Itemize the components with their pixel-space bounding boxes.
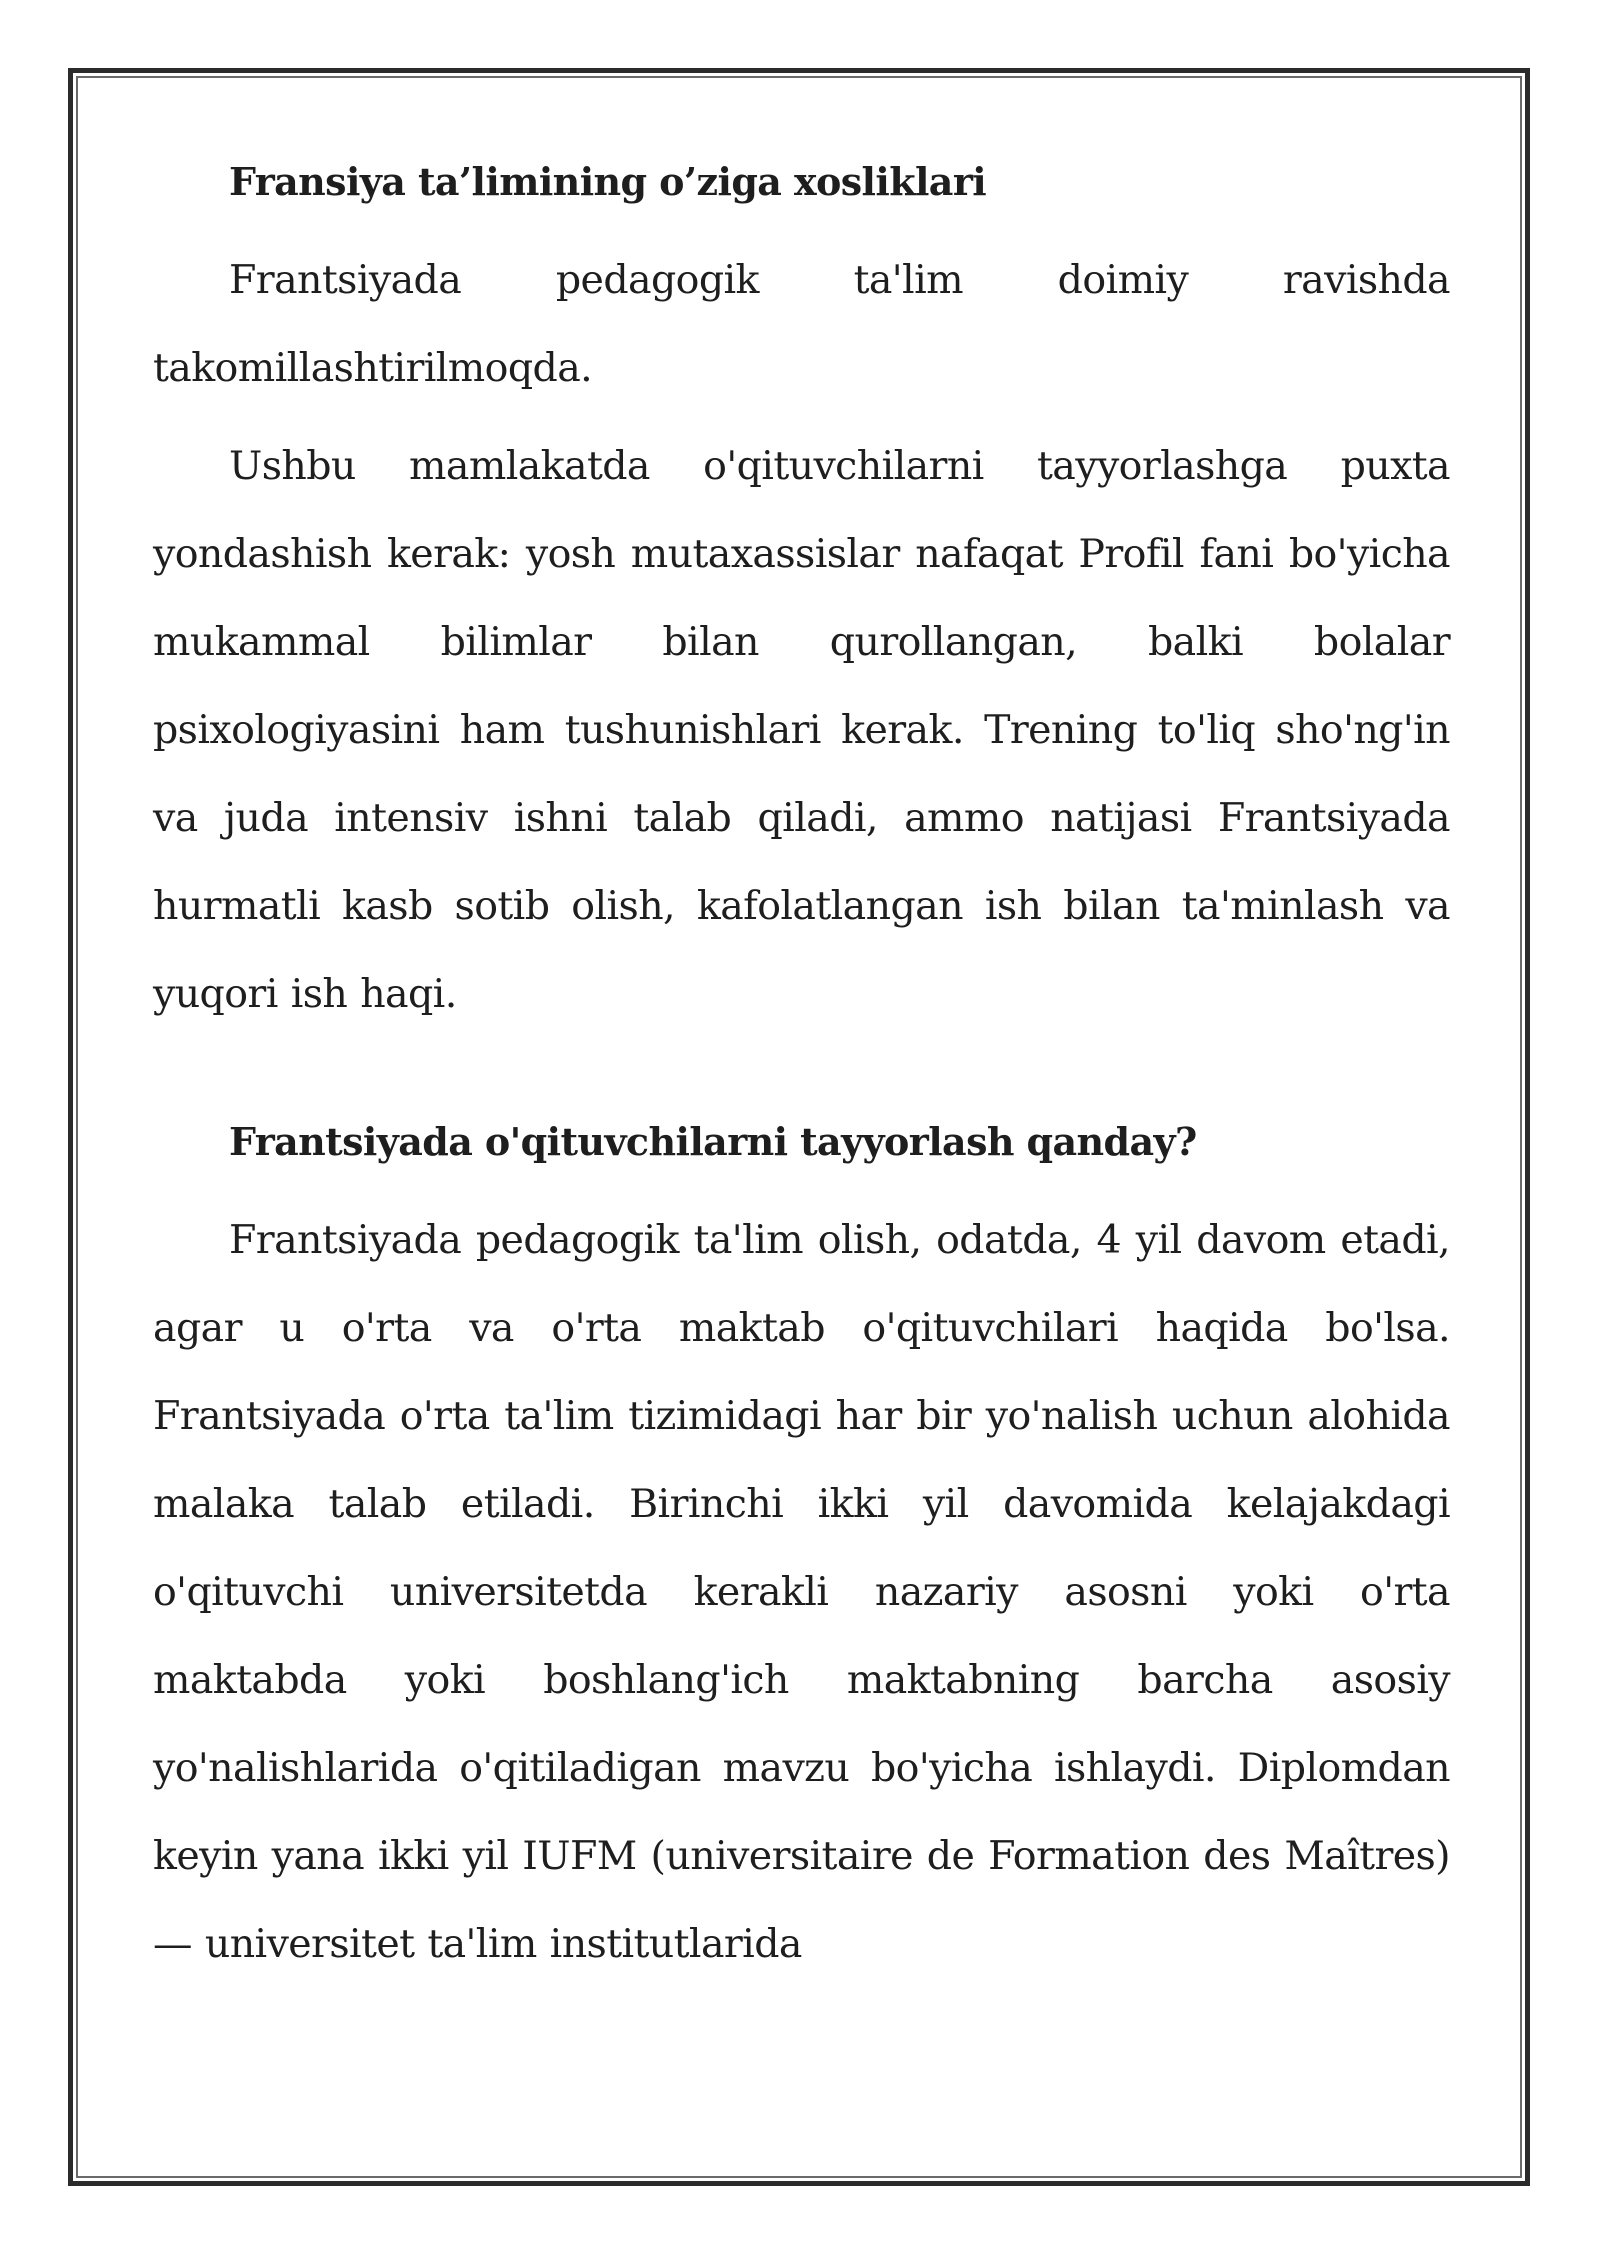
paragraph: Frantsiyada pedagogik ta'lim olish, odatda, 4 yil davom etadi, agar u o'rta va o'rta maktab o'qituvchilari haqida bo'lsa. Frantsiyada o'rta ta'lim tizimidagi har bir yo'nalish uchun alohida malaka talab etiladi. Birinchi ikki yil davomida kelajakdagi o'qituvchi universitetda kerakli nazariy asosni yoki o'rta maktabda yoki boshlang'ich maktabning barcha asosiy yo'nalishlarida o'qitiladigan mavzu bo'yicha ishlaydi. Diplomdan keyin yana ikki yil IUFM (universitaire de Formation des Maîtres) — universitet ta'lim institutlarida	[153, 1217, 1450, 1967]
section-heading-french-education: Fransiya ta’limining o’ziga xosliklari	[229, 159, 987, 204]
document-body	[153, 138, 1450, 1988]
section-heading-teacher-training: Frantsiyada o'qituvchilarni tayyorlash qanday?	[229, 1119, 1197, 1164]
paragraph: Frantsiyada pedagogik ta'lim doimiy ravishda takomillashtirilmoqda.	[153, 257, 1450, 391]
paragraph: Ushbu mamlakatda o'qituvchilarni tayyorlashga puxta yondashish kerak: yosh mutaxassislar nafaqat Profil fani bo'yicha mukammal bilimlar bilan qurollangan, balki bolalar psixologiyasini ham tushunishlari kerak. Trening to'liq sho'ng'in va juda intensiv ishni talab qiladi, ammo natijasi Frantsiyada hurmatli kasb sotib olish, kafolatlangan ish bilan ta'minlash va yuqori ish haqi.	[153, 443, 1450, 1017]
